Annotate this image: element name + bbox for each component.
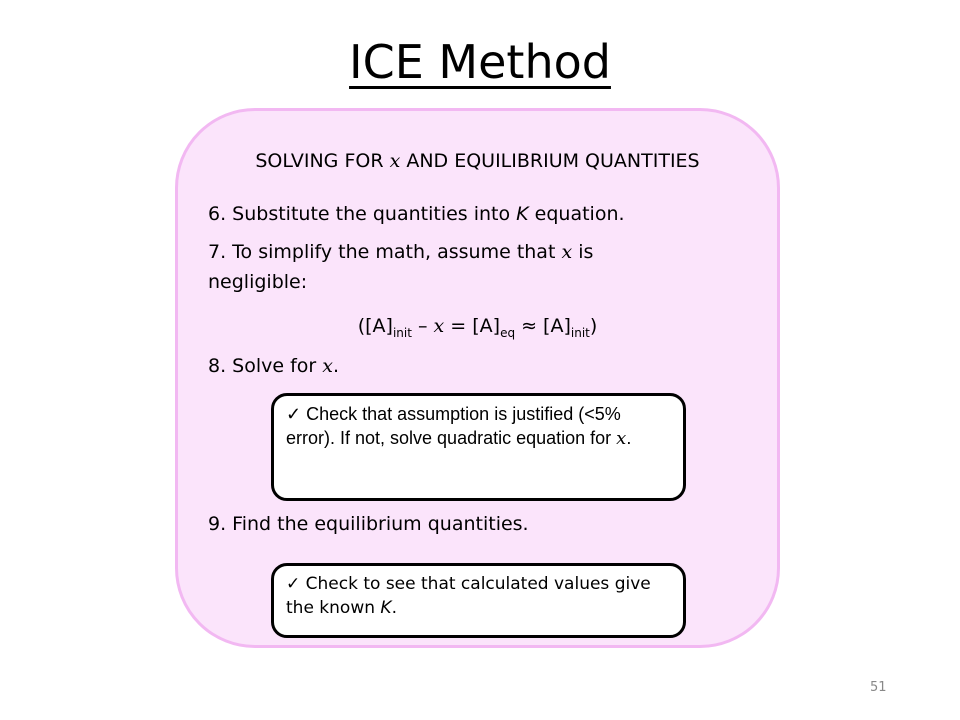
callout2-text-post: . [391, 598, 397, 618]
eq-x: x [433, 315, 445, 337]
step8-x: x [322, 355, 333, 377]
eq-sub-init-2: init [570, 325, 590, 340]
callout1-text-post: . [626, 428, 632, 448]
assumption-check-callout [271, 393, 686, 501]
equilibrium-approximation-equation [178, 311, 777, 348]
callout2-k: K [380, 598, 392, 618]
eq-sub-init-1: init [392, 325, 412, 340]
eq-approx: ≈ [A] [515, 315, 571, 337]
step6-text-pre: 6. Substitute the quantities into [208, 203, 517, 225]
k-check-callout [271, 563, 686, 638]
heading-text-pre: SOLVING FOR [255, 150, 390, 172]
eq-close: ) [589, 315, 598, 337]
step7-text-pre: 7. To simplify the math, assume that [208, 241, 562, 263]
step8-text-pre: 8. Solve for [208, 355, 323, 377]
heading-variable-x: x [389, 150, 401, 172]
heading-text-post: AND EQUILIBRIUM QUANTITIES [400, 150, 700, 172]
step7-x: x [561, 241, 573, 263]
step6-k: K [516, 203, 529, 225]
slide-title: ICE Method [349, 35, 611, 89]
step-9: 9. Find the equilibrium quantities. [208, 513, 529, 535]
content-panel [175, 108, 780, 648]
step-7 [208, 237, 658, 297]
panel-heading [178, 149, 777, 173]
page-number: 51 [870, 680, 887, 695]
step7-text-post: is negligible: [208, 241, 594, 293]
step-8 [208, 351, 658, 381]
eq-sub-eq: eq [500, 325, 516, 340]
callout1-x: x [616, 428, 627, 449]
eq-minus: – [411, 315, 434, 337]
checkmark-icon: ✓ [286, 574, 301, 594]
step6-text-post: equation. [528, 203, 625, 225]
callout2-text-pre: Check to see that calculated values give the known [286, 574, 651, 618]
step8-text-post: . [333, 355, 340, 377]
eq-open: ([A] [357, 315, 393, 337]
checkmark-icon: ✓ [286, 404, 302, 424]
callout1-text-pre: Check that assumption is justified (<5% error). If not, solve quadratic equation for [286, 404, 621, 448]
step-6 [208, 199, 658, 229]
eq-mid: = [A] [444, 315, 501, 337]
